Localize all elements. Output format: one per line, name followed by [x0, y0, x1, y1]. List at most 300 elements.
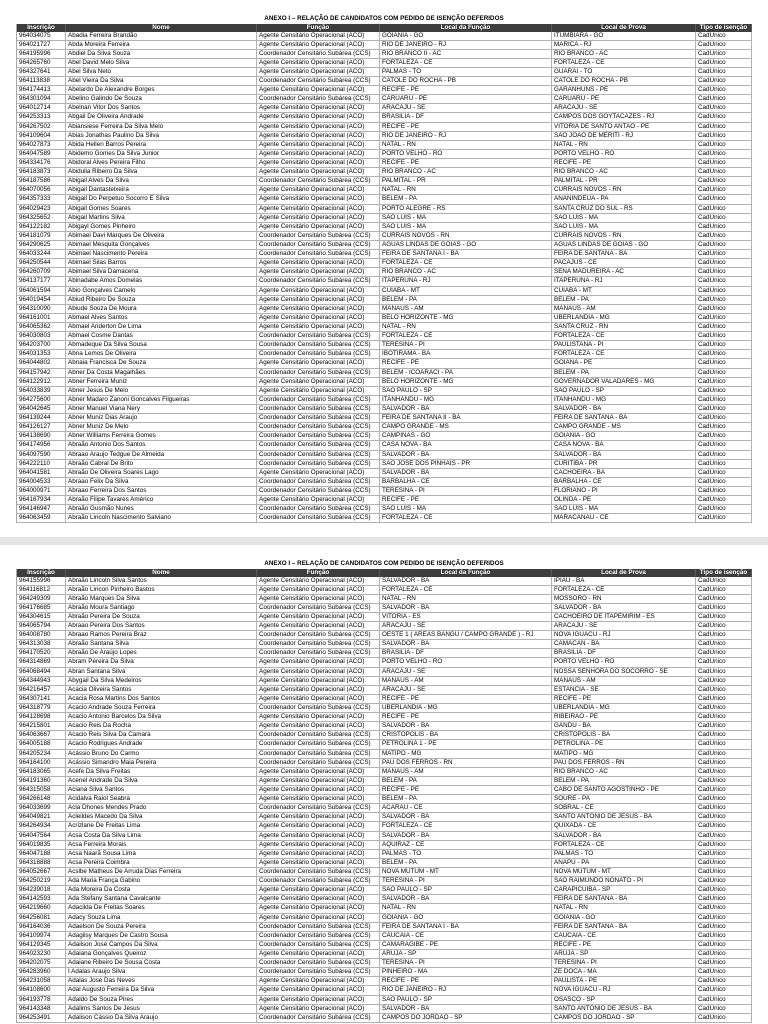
cell-local-prova: GOIANIA - GO: [552, 432, 696, 440]
table-row: [17, 86, 752, 95]
table-row: [17, 451, 752, 460]
cell-local-funcao: SAO PAULO - SP: [380, 387, 552, 395]
cell-inscricao: 964301094: [17, 95, 66, 103]
cell-local-prova: PORTO VELHO - RO: [552, 658, 696, 666]
cell-local-prova: SAO PAULO - SP: [552, 387, 696, 395]
cell-local-funcao: SALVADOR - BA: [380, 1005, 552, 1013]
cell-nome: Abel Vieira Da Silva: [66, 77, 257, 85]
table-row: [17, 68, 752, 77]
cell-tipo-isencao: CadÚnico: [696, 731, 752, 739]
cell-funcao: Agente Censitário Operacional (ACO): [257, 496, 380, 504]
table-body: [17, 577, 752, 1023]
cell-tipo-isencao: CadÚnico: [696, 813, 752, 821]
cell-nome: Adaelson De Souza Pereira: [66, 923, 257, 931]
cell-funcao: Agente Censitário Operacional (ACO): [257, 695, 380, 703]
table-row: [17, 141, 752, 150]
cell-inscricao: 964219660: [17, 904, 66, 912]
cell-tipo-isencao: CadÚnico: [696, 451, 752, 459]
cell-tipo-isencao: CadÚnico: [696, 268, 752, 276]
cell-nome: Acsa Ferreira Morais: [66, 841, 257, 849]
cell-funcao: Agente Censitário Operacional (ACO): [257, 32, 380, 40]
cell-funcao: Agente Censitário Operacional (ACO): [257, 722, 380, 730]
cell-nome: Acsa Costa Da Silva Lima: [66, 832, 257, 840]
cell-funcao: Agente Censitário Operacional (ACO): [257, 296, 380, 304]
cell-tipo-isencao: CadÚnico: [696, 695, 752, 703]
column-header-local-funcao: Local da Função: [380, 24, 552, 32]
cell-local-funcao: SALVADOR - BA: [380, 832, 552, 840]
cell-local-prova: OLINDA - PE: [552, 496, 696, 504]
cell-local-funcao: CASA NOVA - BA: [380, 441, 552, 449]
cell-inscricao: 964307141: [17, 695, 66, 703]
cell-nome: Acidalva Raiol Seabra: [66, 795, 257, 803]
cell-local-funcao: RECIFE - PE: [380, 123, 552, 131]
cell-local-prova: GOIANA - PE: [552, 359, 696, 367]
cell-local-prova: RIO BRANCO - AC: [552, 168, 696, 176]
table-row: [17, 768, 752, 777]
cell-inscricao: 964004533: [17, 478, 66, 486]
table-row: [17, 59, 752, 68]
table-row: [17, 369, 752, 378]
cell-funcao: Agente Censitário Operacional (ACO): [257, 859, 380, 867]
table-row: [17, 296, 752, 305]
cell-funcao: Coordenador Censitário Subárea (CCS): [257, 460, 380, 468]
table-row: [17, 132, 752, 141]
cell-funcao: Coordenador Censitário Subárea (CCS): [257, 50, 380, 58]
cell-nome: Ada Moreira Da Costa: [66, 886, 257, 894]
cell-tipo-isencao: CadÚnico: [696, 950, 752, 958]
cell-inscricao: 964164036: [17, 923, 66, 931]
cell-inscricao: 964033839: [17, 387, 66, 395]
table-row: [17, 986, 752, 995]
table-row: [17, 378, 752, 387]
cell-local-prova: GOIANIA - GO: [552, 914, 696, 922]
cell-nome: Abraao Ramos Pereira Braz: [66, 631, 257, 639]
cell-tipo-isencao: CadÚnico: [696, 959, 752, 967]
table-row: [17, 686, 752, 695]
cell-funcao: Coordenador Censitário Subárea (CCS): [257, 640, 380, 648]
cell-funcao: Agente Censitário Operacional (ACO): [257, 123, 380, 131]
table-row: [17, 631, 752, 640]
cell-tipo-isencao: CadÚnico: [696, 1014, 752, 1022]
table-row: [17, 186, 752, 195]
cell-tipo-isencao: CadÚnico: [696, 941, 752, 949]
cell-nome: Abimael Davi Marques De Oliveira: [66, 232, 257, 240]
cell-local-funcao: AQUIRAZ - CE: [380, 841, 552, 849]
cell-local-prova: BRASILIA - DF: [552, 649, 696, 657]
cell-local-funcao: RECIFE - PE: [380, 695, 552, 703]
cell-nome: Abraão Santana Silva: [66, 640, 257, 648]
cell-local-prova: SENA MADUREIRA - AC: [552, 268, 696, 276]
cell-funcao: Agente Censitário Operacional (ACO): [257, 323, 380, 331]
cell-tipo-isencao: CadÚnico: [696, 186, 752, 194]
cell-local-prova: QUIXADA - CE: [552, 822, 696, 830]
table-row: [17, 713, 752, 722]
cell-tipo-isencao: CadÚnico: [696, 423, 752, 431]
cell-funcao: Agente Censitário Operacional (ACO): [257, 577, 380, 585]
table-row: [17, 314, 752, 323]
cell-local-prova: SAO LUIS - MA: [552, 505, 696, 513]
cell-nome: Acacio Rodrigues Andrade: [66, 740, 257, 748]
cell-nome: Abraão Antonio Dos Santos: [66, 441, 257, 449]
cell-tipo-isencao: CadÚnico: [696, 722, 752, 730]
cell-nome: Abida Hellen Barros Pereira: [66, 141, 257, 149]
cell-local-funcao: FORTALEZA - CE: [380, 514, 552, 522]
cell-funcao: Coordenador Censitário Subárea (CCS): [257, 704, 380, 712]
table-row: [17, 704, 752, 713]
cell-local-funcao: RECIFE - PE: [380, 159, 552, 167]
cell-tipo-isencao: CadÚnico: [696, 150, 752, 158]
table-row: [17, 932, 752, 941]
table-row: [17, 232, 752, 241]
cell-nome: Abner Muniz De Melo: [66, 423, 257, 431]
cell-local-prova: FEIRA DE SANTANA - BA: [552, 414, 696, 422]
cell-local-prova: PETROLINA - PE: [552, 740, 696, 748]
cell-nome: Abelino Galindo De Souza: [66, 95, 257, 103]
cell-tipo-isencao: CadÚnico: [696, 195, 752, 203]
table-row: [17, 595, 752, 604]
cell-local-prova: ARACAJU - SE: [552, 104, 696, 112]
cell-tipo-isencao: CadÚnico: [696, 886, 752, 894]
cell-funcao: Coordenador Censitário Subárea (CCS): [257, 649, 380, 657]
cell-nome: Abraão Lincoln Silva Santos: [66, 577, 257, 585]
cell-funcao: Coordenador Censitário Subárea (CCS): [257, 505, 380, 513]
cell-tipo-isencao: CadÚnico: [696, 759, 752, 767]
cell-nome: Abner Ferreira Muniz: [66, 378, 257, 386]
cell-local-funcao: SALVADOR - BA: [380, 722, 552, 730]
cell-local-prova: AGUAS LINDAS DE GOIAS - GO: [552, 241, 696, 249]
cell-tipo-isencao: CadÚnico: [696, 768, 752, 776]
cell-inscricao: 964283960: [17, 968, 66, 976]
table-row: [17, 877, 752, 886]
table-row: [17, 722, 752, 731]
cell-tipo-isencao: CadÚnico: [696, 250, 752, 258]
cell-tipo-isencao: CadÚnico: [696, 786, 752, 794]
cell-funcao: Agente Censitário Operacional (ACO): [257, 469, 380, 477]
cell-funcao: Coordenador Censitário Subárea (CCS): [257, 432, 380, 440]
cell-inscricao: 964034075: [17, 32, 66, 40]
cell-local-prova: SANTA CRUZ DO SUL - RS: [552, 205, 696, 213]
column-header-nome: Nome: [66, 569, 257, 577]
cell-tipo-isencao: CadÚnico: [696, 305, 752, 313]
cell-local-funcao: TERESINA - PI: [380, 959, 552, 967]
cell-tipo-isencao: CadÚnico: [696, 895, 752, 903]
candidates-table: [16, 569, 752, 1023]
table-row: [17, 514, 752, 523]
cell-local-funcao: GOIANIA - GO: [380, 32, 552, 40]
cell-nome: Abigail Dantastelxeira: [66, 186, 257, 194]
cell-tipo-isencao: CadÚnico: [696, 68, 752, 76]
cell-local-funcao: FORTALEZA - CE: [380, 59, 552, 67]
cell-nome: Abner Muniz Dias Araujo: [66, 414, 257, 422]
cell-local-funcao: CATOLE DO ROCHA - PB: [380, 77, 552, 85]
cell-funcao: Agente Censitário Operacional (ACO): [257, 768, 380, 776]
cell-local-funcao: NATAL - RN: [380, 595, 552, 603]
cell-local-prova: ITAPERUNA - RJ: [552, 277, 696, 285]
cell-nome: Abio Gonçalves Camelo: [66, 287, 257, 295]
cell-tipo-isencao: CadÚnico: [696, 378, 752, 386]
table-row: [17, 577, 752, 586]
cell-local-prova: GOVERNADOR VALADARES - MG: [552, 378, 696, 386]
cell-local-prova: MATIPO - MG: [552, 750, 696, 758]
cell-nome: Abiude Souza De Moura: [66, 305, 257, 313]
cell-tipo-isencao: CadÚnico: [696, 777, 752, 785]
cell-nome: Adalas José Das Neves: [66, 977, 257, 985]
cell-local-prova: NATAL - RN: [552, 904, 696, 912]
cell-local-prova: GUARAI - TO: [552, 68, 696, 76]
cell-local-funcao: CAMPO GRANDE - MS: [380, 423, 552, 431]
cell-local-funcao: SALVADOR - BA: [380, 640, 552, 648]
cell-local-prova: FORTALEZA - CE: [552, 59, 696, 67]
cell-nome: Abna Lemos De Oliveira: [66, 350, 257, 358]
cell-funcao: Coordenador Censitário Subárea (CCS): [257, 487, 380, 495]
cell-local-funcao: RIO DE JANEIRO - RJ: [380, 41, 552, 49]
cell-funcao: Agente Censitário Operacional (ACO): [257, 658, 380, 666]
cell-local-prova: VITORIA DE SANTO ANTAO - PE: [552, 123, 696, 131]
cell-local-prova: CAMPOS DO JORDAO - SP: [552, 1014, 696, 1022]
table-row: [17, 405, 752, 414]
cell-funcao: Coordenador Censitário Subárea (CCS): [257, 877, 380, 885]
cell-nome: Acacia Rosa Martins Dos Santos: [66, 695, 257, 703]
cell-tipo-isencao: CadÚnico: [696, 577, 752, 585]
column-header-nome: Nome: [66, 24, 257, 32]
cell-nome: I Adalas Araujo Silva: [66, 968, 257, 976]
cell-local-prova: CAMPOS DOS GOYTACAZES - RJ: [552, 113, 696, 121]
cell-tipo-isencao: CadÚnico: [696, 859, 752, 867]
table-row: [17, 104, 752, 113]
cell-nome: Abner Madaro Zanoni Goncalves Filgueiras: [66, 396, 257, 404]
cell-tipo-isencao: CadÚnico: [696, 241, 752, 249]
cell-inscricao: 964267502: [17, 123, 66, 131]
cell-inscricao: 964290625: [17, 241, 66, 249]
table-row: [17, 332, 752, 341]
cell-local-funcao: CAMPINAS - GO: [380, 432, 552, 440]
cell-tipo-isencao: CadÚnico: [696, 177, 752, 185]
table-row: [17, 487, 752, 496]
cell-inscricao: 964334176: [17, 159, 66, 167]
cell-tipo-isencao: CadÚnico: [696, 923, 752, 931]
cell-local-funcao: BELEM - PA: [380, 859, 552, 867]
table-row: [17, 359, 752, 368]
table-row: [17, 959, 752, 968]
table-row: [17, 414, 752, 423]
cell-local-prova: BELEM - PA: [552, 777, 696, 785]
cell-local-prova: MARACANAU - CE: [552, 514, 696, 522]
cell-inscricao: 964023230: [17, 950, 66, 958]
cell-funcao: Agente Censitário Operacional (ACO): [257, 132, 380, 140]
cell-local-prova: FEIRA DE SANTANA - BA: [552, 923, 696, 931]
cell-funcao: Coordenador Censitário Subárea (CCS): [257, 77, 380, 85]
cell-nome: Adaiane Ribeiro De Sousa Costa: [66, 959, 257, 967]
cell-local-funcao: FORTALEZA - CE: [380, 586, 552, 594]
cell-tipo-isencao: CadÚnico: [696, 514, 752, 522]
table-row: [17, 496, 752, 505]
cell-local-prova: SOBRAL - CE: [552, 804, 696, 812]
cell-inscricao: 964181079: [17, 232, 66, 240]
cell-inscricao: 964021727: [17, 41, 66, 49]
cell-funcao: Coordenador Censitário Subárea (CCS): [257, 478, 380, 486]
cell-local-prova: SALVADOR - BA: [552, 604, 696, 612]
cell-nome: Acacio Antonio Barcelos Da Silva: [66, 713, 257, 721]
cell-local-funcao: RECIFE - PE: [380, 786, 552, 794]
cell-local-funcao: ARACAJU - SE: [380, 622, 552, 630]
cell-local-funcao: PAU DOS FERROS - RN: [380, 759, 552, 767]
cell-inscricao: 964065794: [17, 622, 66, 630]
table-row: [17, 914, 752, 923]
table-body: [17, 32, 752, 524]
cell-local-funcao: BRASILIA - DF: [380, 113, 552, 121]
cell-funcao: Agente Censitário Operacional (ACO): [257, 795, 380, 803]
cell-local-prova: RECIFE - PE: [552, 695, 696, 703]
cell-funcao: Coordenador Censitário Subárea (CCS): [257, 923, 380, 931]
cell-inscricao: 964108600: [17, 986, 66, 994]
cell-inscricao: 964239018: [17, 886, 66, 894]
cell-nome: Abidoral Alves Pereira Filho: [66, 159, 257, 167]
cell-nome: Abner Jesus De Melo: [66, 387, 257, 395]
cell-tipo-isencao: CadÚnico: [696, 32, 752, 40]
cell-inscricao: 964265760: [17, 59, 66, 67]
cell-local-funcao: SAO PAULO - SP: [380, 996, 552, 1004]
cell-inscricao: 964164100: [17, 759, 66, 767]
cell-inscricao: 964202075: [17, 959, 66, 967]
cell-inscricao: 964116812: [17, 586, 66, 594]
cell-inscricao: 964070056: [17, 186, 66, 194]
cell-tipo-isencao: CadÚnico: [696, 469, 752, 477]
cell-nome: Acacia Oliveira Santos: [66, 686, 257, 694]
cell-local-prova: PAU DOS FERROS - RN: [552, 759, 696, 767]
cell-funcao: Agente Censitário Operacional (ACO): [257, 359, 380, 367]
cell-tipo-isencao: CadÚnico: [696, 95, 752, 103]
cell-tipo-isencao: CadÚnico: [696, 41, 752, 49]
cell-funcao: Agente Censitário Operacional (ACO): [257, 677, 380, 685]
cell-local-funcao: CAMPOS DO JORDAO - SP: [380, 1014, 552, 1022]
cell-funcao: Coordenador Censitário Subárea (CCS): [257, 959, 380, 967]
cell-nome: Adaiana Gonçalves Queiroz: [66, 950, 257, 958]
table-row: [17, 731, 752, 740]
cell-inscricao: 964137177: [17, 277, 66, 285]
cell-local-funcao: GOIANIA - GO: [380, 914, 552, 922]
cell-inscricao: 964139244: [17, 414, 66, 422]
cell-local-prova: OSASCO - SP: [552, 996, 696, 1004]
column-header-tipo-isencao: Tipo de isenção: [696, 24, 752, 32]
cell-local-funcao: BELEM - PA: [380, 795, 552, 803]
cell-tipo-isencao: CadÚnico: [696, 505, 752, 513]
cell-local-funcao: MANAUS - AM: [380, 305, 552, 313]
cell-tipo-isencao: CadÚnico: [696, 832, 752, 840]
cell-nome: Adalims Santos De Jesus: [66, 1005, 257, 1013]
cell-inscricao: 964155996: [17, 577, 66, 585]
table-row: [17, 996, 752, 1005]
cell-funcao: Agente Censitário Operacional (ACO): [257, 895, 380, 903]
cell-inscricao: 964250219: [17, 877, 66, 885]
cell-local-prova: CACHOEIRO DE ITAPEMIRIM - ES: [552, 613, 696, 621]
cell-nome: Abiud Ribeiro De Souza: [66, 296, 257, 304]
table-header-row: [17, 24, 752, 32]
cell-funcao: Agente Censitário Operacional (ACO): [257, 986, 380, 994]
cell-local-prova: SANTO ANTONIO DE JESUS - BA: [552, 813, 696, 821]
cell-inscricao: 964187586: [17, 177, 66, 185]
cell-nome: Abner Da Costa Magalhães: [66, 369, 257, 377]
table-row: [17, 50, 752, 59]
column-header-funcao: Função: [257, 24, 380, 32]
table-row: [17, 341, 752, 350]
cell-local-funcao: FORTALEZA - CE: [380, 332, 552, 340]
cell-nome: Abimael Silva Damacena: [66, 268, 257, 276]
cell-tipo-isencao: CadÚnico: [696, 414, 752, 422]
cell-inscricao: 964129345: [17, 941, 66, 949]
cell-inscricao: 964315058: [17, 786, 66, 794]
cell-inscricao: 964044802: [17, 359, 66, 367]
cell-nome: Abmael Anderton De Lima: [66, 323, 257, 331]
cell-inscricao: 964097590: [17, 451, 66, 459]
table-row: [17, 923, 752, 932]
cell-inscricao: 964047589: [17, 150, 66, 158]
table-row: [17, 777, 752, 786]
cell-funcao: Coordenador Censitário Subárea (CCS): [257, 250, 380, 258]
table-row: [17, 396, 752, 405]
table-row: [17, 214, 752, 223]
cell-funcao: Agente Censitário Operacional (ACO): [257, 159, 380, 167]
cell-local-prova: RIO BRANCO - AC: [552, 50, 696, 58]
cell-local-prova: SOURE - PA: [552, 795, 696, 803]
cell-tipo-isencao: CadÚnico: [696, 77, 752, 85]
cell-local-prova: PAULISTANA - PI: [552, 341, 696, 349]
table-row: [17, 387, 752, 396]
cell-inscricao: 964142593: [17, 895, 66, 903]
cell-inscricao: 964033244: [17, 250, 66, 258]
cell-local-funcao: PALMAS - TO: [380, 850, 552, 858]
cell-local-prova: ARUJA - SP: [552, 950, 696, 958]
cell-local-prova: FORTALEZA - CE: [552, 350, 696, 358]
cell-local-funcao: SAO LUIS - MA: [380, 223, 552, 231]
table-row: [17, 950, 752, 959]
cell-tipo-isencao: CadÚnico: [696, 214, 752, 222]
cell-tipo-isencao: CadÚnico: [696, 314, 752, 322]
cell-funcao: Coordenador Censitário Subárea (CCS): [257, 177, 380, 185]
cell-local-prova: UBERLANDIA - MG: [552, 314, 696, 322]
cell-funcao: Agente Censitário Operacional (ACO): [257, 886, 380, 894]
cell-nome: Adailson José Campos Da Silva: [66, 941, 257, 949]
cell-funcao: Agente Censitário Operacional (ACO): [257, 586, 380, 594]
cell-nome: Acrizlane De Freitas Lima: [66, 822, 257, 830]
cell-local-prova: RIO BRANCO - AC: [552, 768, 696, 776]
cell-local-prova: TERESINA - PI: [552, 959, 696, 967]
cell-inscricao: 964167934: [17, 496, 66, 504]
cell-nome: Abimael Nascimento Pereira: [66, 250, 257, 258]
cell-inscricao: 964063667: [17, 731, 66, 739]
table-row: [17, 832, 752, 841]
table-row: [17, 259, 752, 268]
cell-local-prova: SAO JOAO DE MERITI - RJ: [552, 132, 696, 140]
cell-funcao: Agente Censitário Operacional (ACO): [257, 786, 380, 794]
table-row: [17, 168, 752, 177]
table-row: [17, 668, 752, 677]
cell-local-funcao: PORTO VELHO - RO: [380, 658, 552, 666]
cell-tipo-isencao: CadÚnico: [696, 350, 752, 358]
cell-local-funcao: MANAUS - AM: [380, 768, 552, 776]
column-header-local-prova: Local de Prova: [552, 24, 696, 32]
cell-local-funcao: PALMAS - TO: [380, 68, 552, 76]
table-row: [17, 305, 752, 314]
cell-tipo-isencao: CadÚnico: [696, 132, 752, 140]
cell-nome: Abigail Gomes Soares: [66, 205, 257, 213]
cell-nome: Abigail Alves Da Silva: [66, 177, 257, 185]
cell-nome: Abraão Cabral De Brito: [66, 460, 257, 468]
cell-funcao: Agente Censitário Operacional (ACO): [257, 977, 380, 985]
cell-inscricao: 964033699: [17, 804, 66, 812]
cell-tipo-isencao: CadÚnico: [696, 1005, 752, 1013]
cell-local-funcao: NATAL - RN: [380, 186, 552, 194]
cell-inscricao: 964143348: [17, 1005, 66, 1013]
